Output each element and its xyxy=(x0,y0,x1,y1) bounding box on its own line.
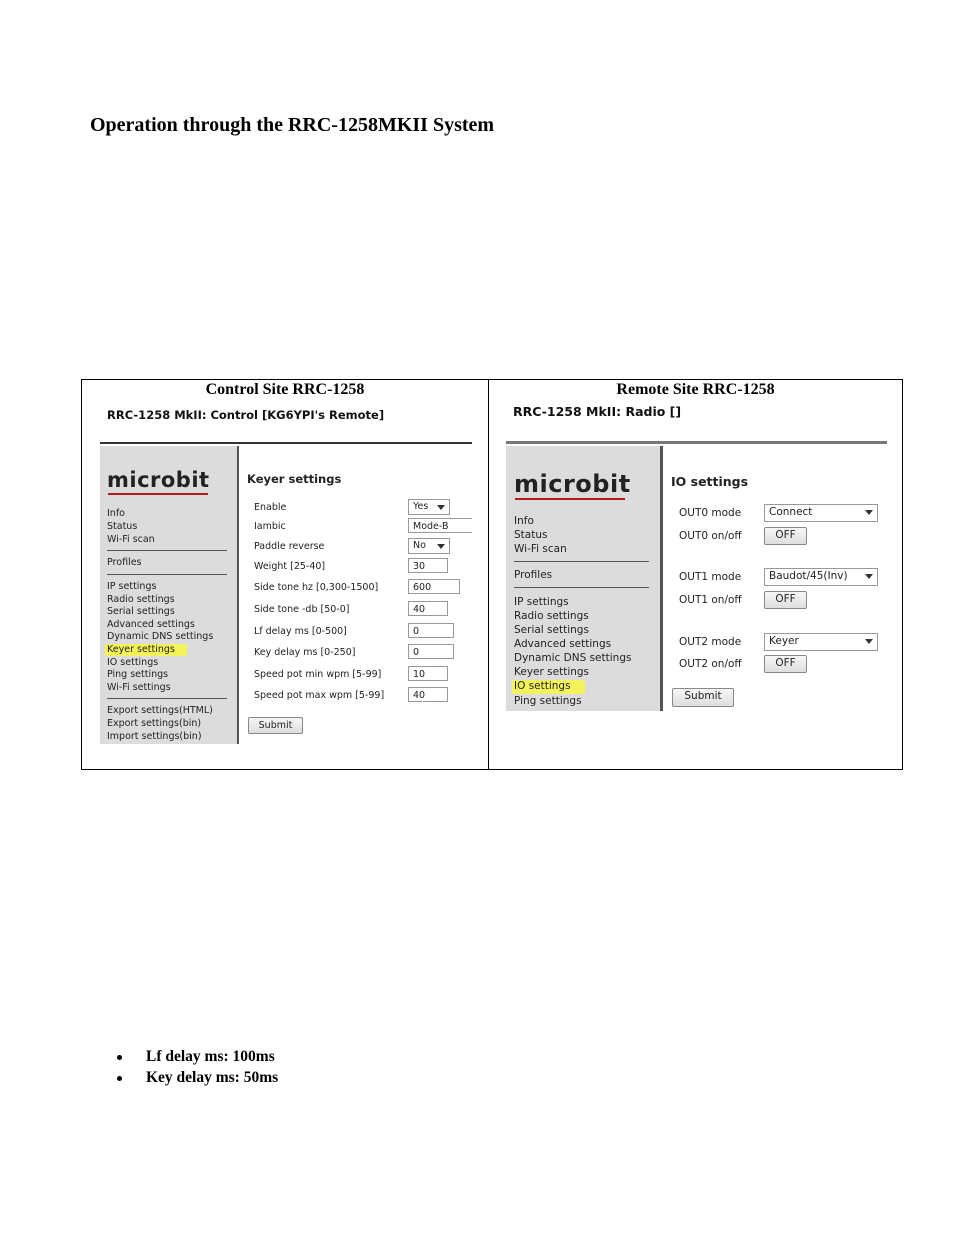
control-nav-item[interactable]: Radio settings xyxy=(107,594,175,605)
control-panel-title: Keyer settings xyxy=(247,472,342,486)
screenshot-table xyxy=(81,379,903,770)
remote-nav-item[interactable]: Status xyxy=(514,529,548,541)
control-site-screenshot xyxy=(82,380,488,769)
remote-nav-item[interactable]: Ping settings xyxy=(514,695,582,707)
side-tone-hz-field[interactable]: 600 xyxy=(408,579,460,594)
remote-nav-item[interactable]: Profiles xyxy=(514,569,553,581)
control-submit-button[interactable]: Submit xyxy=(248,717,303,734)
remote-site-screenshot xyxy=(489,380,902,769)
out0-mode-value: Connect xyxy=(769,506,813,518)
control-logo: microbit xyxy=(107,468,210,492)
out1-onoff-label: OUT1 on/off xyxy=(679,594,742,606)
chevron-down-icon xyxy=(865,574,873,579)
field-label-enable: Enable xyxy=(254,502,287,513)
control-nav-item[interactable]: Profiles xyxy=(107,557,142,568)
paddle-reverse-select[interactable] xyxy=(408,538,450,554)
enable-select[interactable] xyxy=(408,499,450,515)
remote-panel-title: IO settings xyxy=(671,474,749,489)
control-nav-item[interactable]: IO settings xyxy=(107,657,159,668)
remote-logo-underline xyxy=(515,498,625,500)
remote-nav-item[interactable]: Dynamic DNS settings xyxy=(514,652,632,664)
control-nav-separator xyxy=(107,698,227,699)
field-label-side-tone-db: Side tone -db [50-0] xyxy=(254,604,350,615)
field-label-speed-pot-max: Speed pot max wpm [5-99] xyxy=(254,690,385,701)
remote-nav-item[interactable]: Info xyxy=(514,515,534,527)
field-label-paddle-reverse: Paddle reverse xyxy=(254,541,325,552)
remote-nav-item[interactable]: IP settings xyxy=(514,596,569,608)
remote-submit-button[interactable]: Submit xyxy=(672,688,734,707)
out2-mode-value: Keyer xyxy=(769,635,799,647)
chevron-down-icon xyxy=(437,544,445,549)
bullet-icon xyxy=(117,1055,122,1060)
control-nav-separator xyxy=(107,550,227,551)
out0-mode-label: OUT0 mode xyxy=(679,507,742,519)
control-nav-item[interactable]: Serial settings xyxy=(107,606,175,617)
control-nav-item[interactable]: Import settings(bin) xyxy=(107,731,202,742)
bullet-text: Lf delay ms: 100ms xyxy=(146,1048,275,1065)
field-label-side-tone-hz: Side tone hz [0,300-1500] xyxy=(254,582,379,593)
control-nav-item[interactable]: Status xyxy=(107,521,138,532)
lf-delay-field[interactable]: 0 xyxy=(408,623,454,638)
out2-mode-select[interactable] xyxy=(764,633,878,651)
out0-toggle-button[interactable]: OFF xyxy=(764,527,807,545)
iambic-field[interactable]: Mode-B xyxy=(408,518,472,533)
remote-nav-item-io-highlighted[interactable]: IO settings xyxy=(512,680,585,694)
control-header-line xyxy=(100,442,472,444)
remote-sidebar-border xyxy=(660,446,663,711)
key-delay-field[interactable]: 0 xyxy=(408,644,454,659)
caption-control-site: Control Site RRC-1258 xyxy=(205,381,365,398)
field-label-iambic: Iambic xyxy=(254,521,286,532)
caption-remote-site: Remote Site RRC-1258 xyxy=(616,381,775,398)
field-label-lf-delay: Lf delay ms [0-500] xyxy=(254,626,347,637)
out0-mode-select[interactable] xyxy=(764,504,878,522)
out2-toggle-button[interactable]: OFF xyxy=(764,655,807,673)
out1-mode-select[interactable] xyxy=(764,568,878,586)
remote-nav-separator xyxy=(514,561,649,562)
remote-header-line xyxy=(506,441,887,444)
speed-pot-min-field[interactable]: 10 xyxy=(408,666,448,681)
bullet-icon xyxy=(117,1076,122,1081)
out1-mode-value: Baudot/45(Inv) xyxy=(769,570,848,582)
side-tone-db-field[interactable]: 40 xyxy=(408,601,448,616)
remote-nav-item[interactable]: Advanced settings xyxy=(514,638,612,650)
out1-toggle-button[interactable]: OFF xyxy=(764,591,807,609)
remote-nav-item[interactable]: Keyer settings xyxy=(514,666,590,678)
control-sidebar-border xyxy=(237,446,239,744)
control-page-title: RRC-1258 MkII: Control [KG6YPI's Remote] xyxy=(107,408,385,422)
control-nav-item[interactable]: Info xyxy=(107,508,125,519)
weight-field[interactable]: 30 xyxy=(408,558,448,573)
out2-onoff-label: OUT2 on/off xyxy=(679,658,742,670)
control-nav-item[interactable]: Export settings(bin) xyxy=(107,718,202,729)
remote-nav-item[interactable]: Wi-Fi scan xyxy=(514,543,567,555)
chevron-down-icon xyxy=(865,639,873,644)
field-label-weight: Weight [25-40] xyxy=(254,561,326,572)
remote-nav-item[interactable]: Serial settings xyxy=(514,624,589,636)
out2-mode-label: OUT2 mode xyxy=(679,636,742,648)
control-nav-item[interactable]: Export settings(HTML) xyxy=(107,705,213,716)
out1-mode-label: OUT1 mode xyxy=(679,571,742,583)
remote-nav-item[interactable]: Radio settings xyxy=(514,610,589,622)
paddle-reverse-value: No xyxy=(413,540,426,551)
speed-pot-max-field[interactable]: 40 xyxy=(408,687,448,702)
page-heading: Operation through the RRC-1258MKII System xyxy=(90,114,495,136)
bullet-text: Key delay ms: 50ms xyxy=(146,1069,279,1086)
control-nav-item[interactable]: Ping settings xyxy=(107,669,169,680)
control-nav-item-keyer-highlighted[interactable]: Keyer settings xyxy=(105,644,187,656)
control-nav-item[interactable]: IP settings xyxy=(107,581,157,592)
control-nav-item[interactable]: Wi-Fi settings xyxy=(107,682,171,693)
remote-page-title: RRC-1258 MkII: Radio [] xyxy=(513,404,682,419)
remote-nav-separator xyxy=(514,587,649,588)
enable-value: Yes xyxy=(413,501,429,512)
control-nav-item[interactable]: Dynamic DNS settings xyxy=(107,631,214,642)
chevron-down-icon xyxy=(865,510,873,515)
control-nav-item[interactable]: Wi-Fi scan xyxy=(107,534,155,545)
field-label-key-delay: Key delay ms [0-250] xyxy=(254,647,356,658)
control-nav-item[interactable]: Advanced settings xyxy=(107,619,195,630)
field-label-speed-pot-min: Speed pot min wpm [5-99] xyxy=(254,669,382,680)
control-nav-separator xyxy=(107,574,227,575)
control-logo-underline xyxy=(108,493,208,495)
out0-onoff-label: OUT0 on/off xyxy=(679,530,742,542)
remote-logo: microbit xyxy=(514,470,631,498)
chevron-down-icon xyxy=(437,505,445,510)
